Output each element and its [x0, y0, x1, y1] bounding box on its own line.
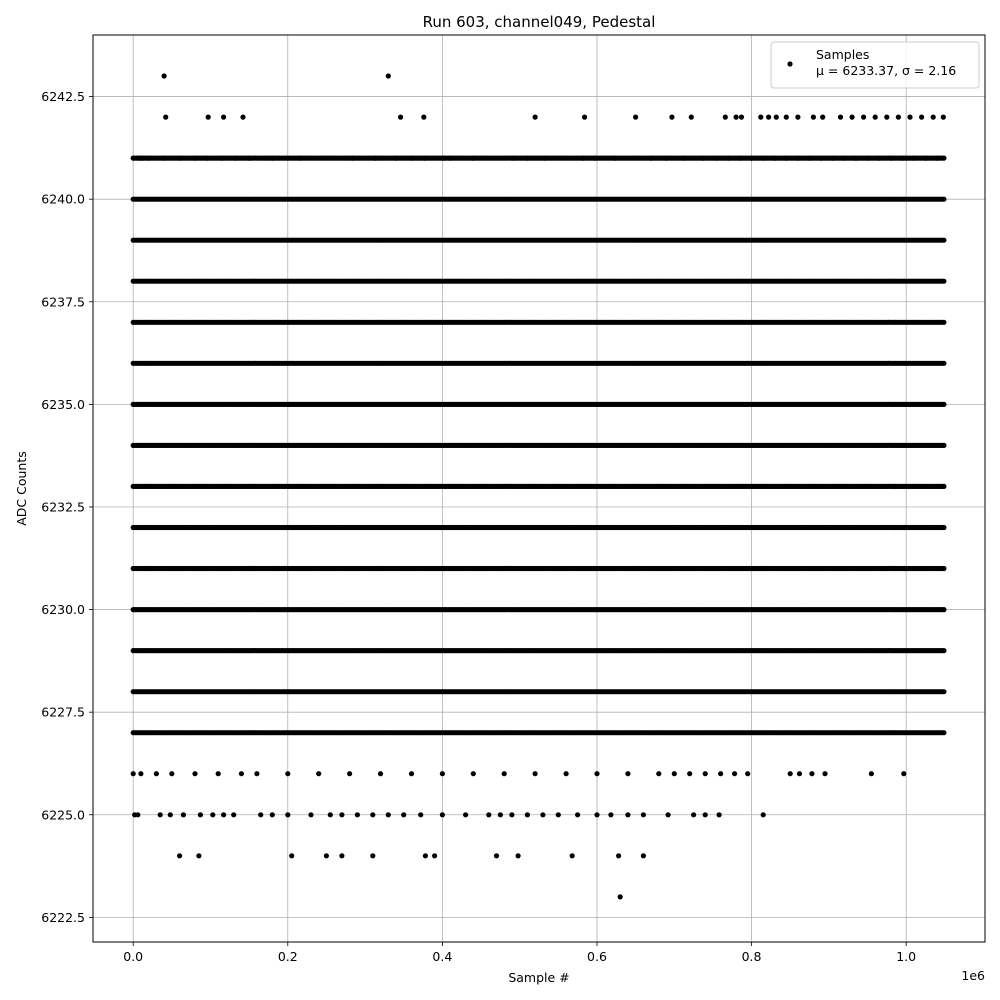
data-point — [941, 484, 946, 489]
data-point — [941, 730, 946, 735]
data-point — [941, 402, 946, 407]
data-point — [941, 443, 946, 448]
data-point — [941, 689, 946, 694]
data-point — [941, 607, 946, 612]
data-point — [941, 320, 946, 325]
data-point — [941, 525, 946, 530]
data-point — [941, 648, 946, 653]
data-point — [941, 566, 946, 571]
data-point — [941, 361, 946, 366]
